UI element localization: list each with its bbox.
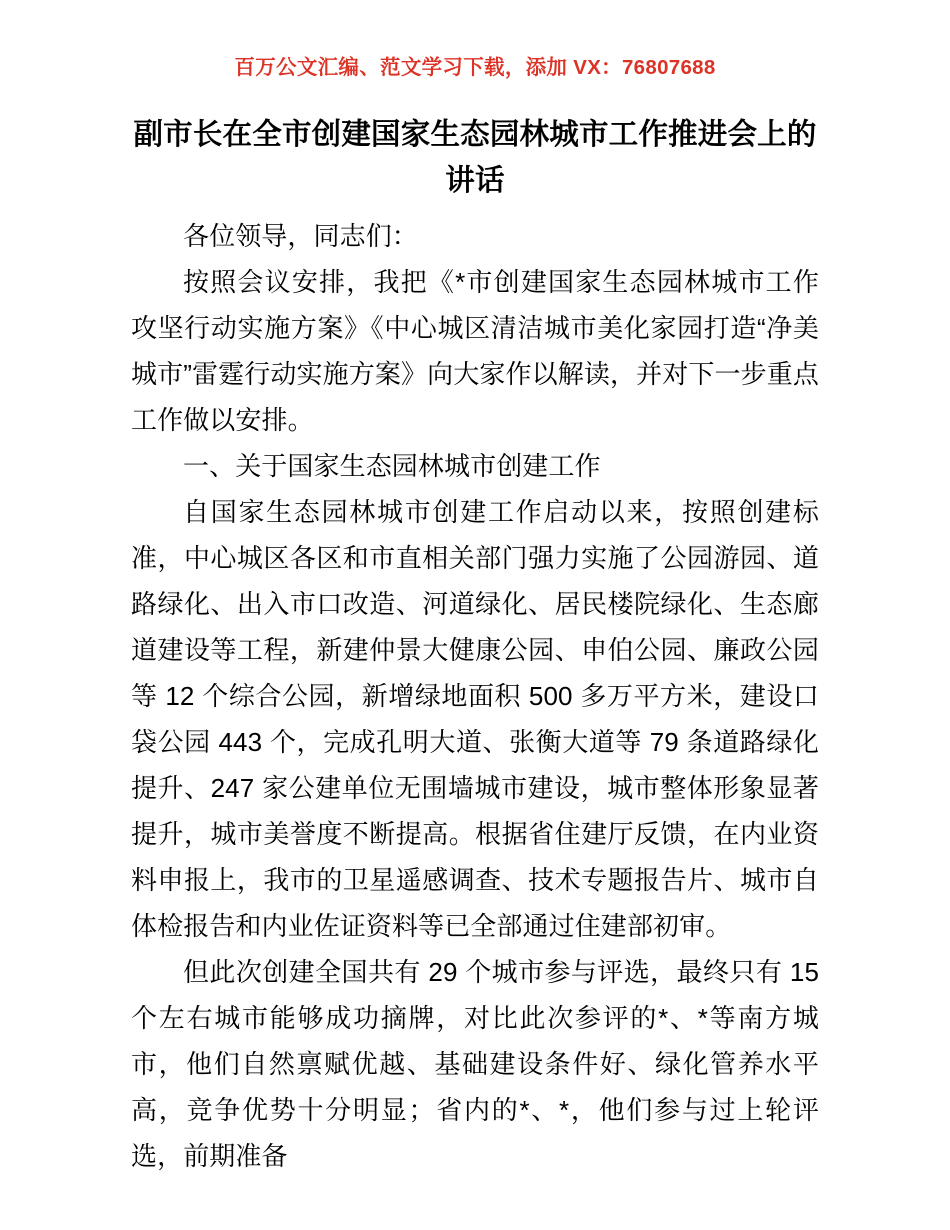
paragraph-salutation: 各位领导，同志们： xyxy=(183,221,418,251)
document-body xyxy=(131,213,819,1179)
paragraph-section-one-body-2: 但此次创建全国共有 29 个城市参与评选，最终只有 15 个左右城市能够成功摘牌，对比此次参评的*、*等南方城市，他们自然禀赋优越、基础建设条件好、绿化管养水平高，竞争优势十分明显；省内的*、*，他们参与过上轮评选，前期准备 xyxy=(131,957,819,1171)
paragraph-opening: 按照会议安排，我把《*市创建国家生态园林城市工作攻坚行动实施方案》《中心城区清洁城市美化家园打造“净美城市”雷霆行动实施方案》向大家作以解读，并对下一步重点工作做以安排。 xyxy=(131,267,819,435)
section-heading-one: 一、关于国家生态园林城市创建工作 xyxy=(183,451,601,481)
promo-header-banner: 百万公文汇编、范文学习下载，添加 VX：76807688 xyxy=(234,56,716,79)
page-title: 副市长在全市创建国家生态园林城市工作推进会上的讲话 xyxy=(133,118,817,197)
paragraph-section-one-body-1: 自国家生态园林城市创建工作启动以来，按照创建标准，中心城区各区和市直相关部门强力实施了公园游园、道路绿化、出入市口改造、河道绿化、居民楼院绿化、生态廊道建设等工程，新建仲景大健康公园、申伯公园、廉政公园等 12 个综合公园，新增绿地面积 500 多万平方米，建设口袋公园 443 个，完成孔明大道、张衡大道等 79 条道路绿化提升、247 家公建单位无围墙城市建设，城市整体形象显著提升，城市美誉度不断提高。根据省住建厅反馈，在内业资料申报上，我市的卫星遥感调查、技术专题报告片、城市自体检报告和内业佐证资料等已全部通过住建部初审。 xyxy=(131,497,819,941)
